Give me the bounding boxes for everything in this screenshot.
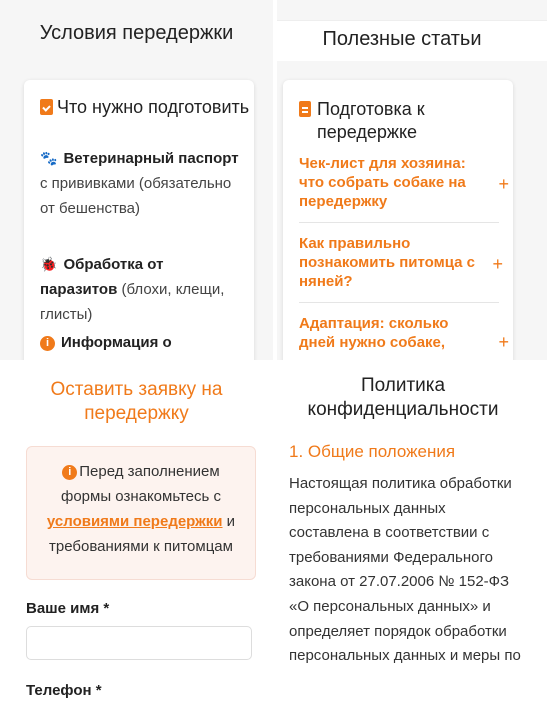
- conditions-panel: [0, 0, 273, 360]
- info-icon: i: [62, 465, 77, 480]
- name-input[interactable]: [26, 626, 252, 660]
- privacy-title: Политика конфиденциальности: [307, 375, 499, 420]
- conditions-title: Условия передержки: [39, 22, 234, 44]
- request-form-panel: [0, 364, 273, 720]
- requirement-parasites: 🐞 Обработка от паразитов (блохи, клещи, глисты): [40, 256, 225, 323]
- privacy-body: Настоящая политика обработки персональных данных составлена в соответствии с требованиями Федерального закона от 27.07.2006 № 152-ФЗ «О персональных данных» и определяет порядок обработки персональных данных и меры по: [289, 475, 521, 665]
- conditions-link[interactable]: условиями передержки: [46, 513, 223, 530]
- article-question[interactable]: Адаптация: сколько дней нужно собаке,: [299, 315, 449, 351]
- article-item-checklist[interactable]: [299, 154, 509, 211]
- paw-icon: 🐾: [40, 150, 58, 166]
- article-question[interactable]: Как правильно познакомить питомца с няней?: [299, 235, 475, 290]
- article-question[interactable]: Чек-лист для хозяина: что собрать собаке на передержку: [299, 155, 466, 210]
- list-icon: [299, 101, 311, 117]
- article-item-adaptation[interactable]: [299, 314, 509, 352]
- prepare-card: [24, 80, 254, 360]
- requirement-vet-passport: 🐾 Ветеринарный паспорт с прививками (обязательно от бешенства): [40, 150, 239, 217]
- name-label: Ваше имя *: [26, 600, 110, 617]
- request-form-title: Оставить заявку на передержку: [50, 379, 223, 424]
- privacy-section-title: 1. Общие положения: [289, 442, 456, 461]
- clipboard-check-icon: [40, 99, 53, 115]
- phone-label: Телефон *: [26, 682, 102, 699]
- articles-title: Полезные статьи: [322, 28, 482, 50]
- divider: [0, 360, 547, 364]
- article-item-introduce[interactable]: [299, 234, 503, 291]
- articles-card: [283, 80, 513, 360]
- requirement-info: i Информация о: [40, 330, 240, 355]
- prepare-card-title: Что нужно подготовить: [40, 96, 250, 119]
- articles-card-title: Подготовка к передержке: [299, 98, 527, 144]
- privacy-panel: [277, 364, 547, 720]
- info-icon: i: [40, 336, 55, 351]
- notice-box: i Перед заполнением формы ознакомьтесь с условиями передержки и требованиями к питомцам: [26, 446, 256, 580]
- plus-icon[interactable]: +: [492, 254, 503, 274]
- plus-icon[interactable]: +: [498, 174, 509, 194]
- articles-panel: [277, 0, 547, 360]
- bug-icon: 🐞: [40, 256, 58, 272]
- divider: [299, 222, 499, 223]
- plus-icon[interactable]: +: [498, 332, 509, 352]
- divider: [299, 302, 499, 303]
